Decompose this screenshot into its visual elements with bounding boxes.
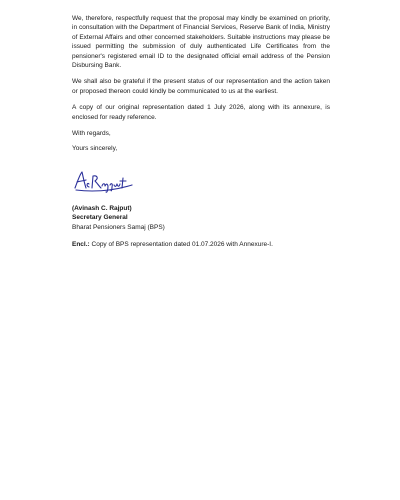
enclosure-text: Copy of BPS representation dated 01.07.2026 with Annexure-I. <box>89 241 273 249</box>
signatory-designation: Secretary General <box>72 214 128 222</box>
enclosure-label: Encl.: <box>72 241 90 249</box>
signatory-name: (Avinash C. Rajput) <box>72 204 132 212</box>
request-paragraph: We, therefore, respectfully request that the proposal may kindly be examined on priority, in consultation with the Department of Financial Services, Reserve Bank of India, Ministry of External Affairs and other concerned stakeholders. Suitable instructions may please be issued permitting the submission of duly authenticated Life Certificates from the pensioner's registered email ID to the designated official email address of the Pension Disbursing Bank. <box>72 15 330 70</box>
letter-body <box>72 14 330 250</box>
closing-regards: With regards, <box>72 130 111 138</box>
signatory-organization: Bharat Pensioners Samaj (BPS) <box>72 223 165 231</box>
yours-sincerely: Yours sincerely, <box>72 145 118 153</box>
handwritten-signature <box>72 168 136 194</box>
status-paragraph: We shall also be grateful if the present status of our representation and the action taken or proposed thereon could kindly be communicated to us at the earliest. <box>72 78 330 95</box>
enclosure-line <box>72 240 330 249</box>
copy-enclosed-paragraph: A copy of our original representation dated 1 July 2026, along with its annexure, is enclosed for ready reference. <box>72 104 330 121</box>
